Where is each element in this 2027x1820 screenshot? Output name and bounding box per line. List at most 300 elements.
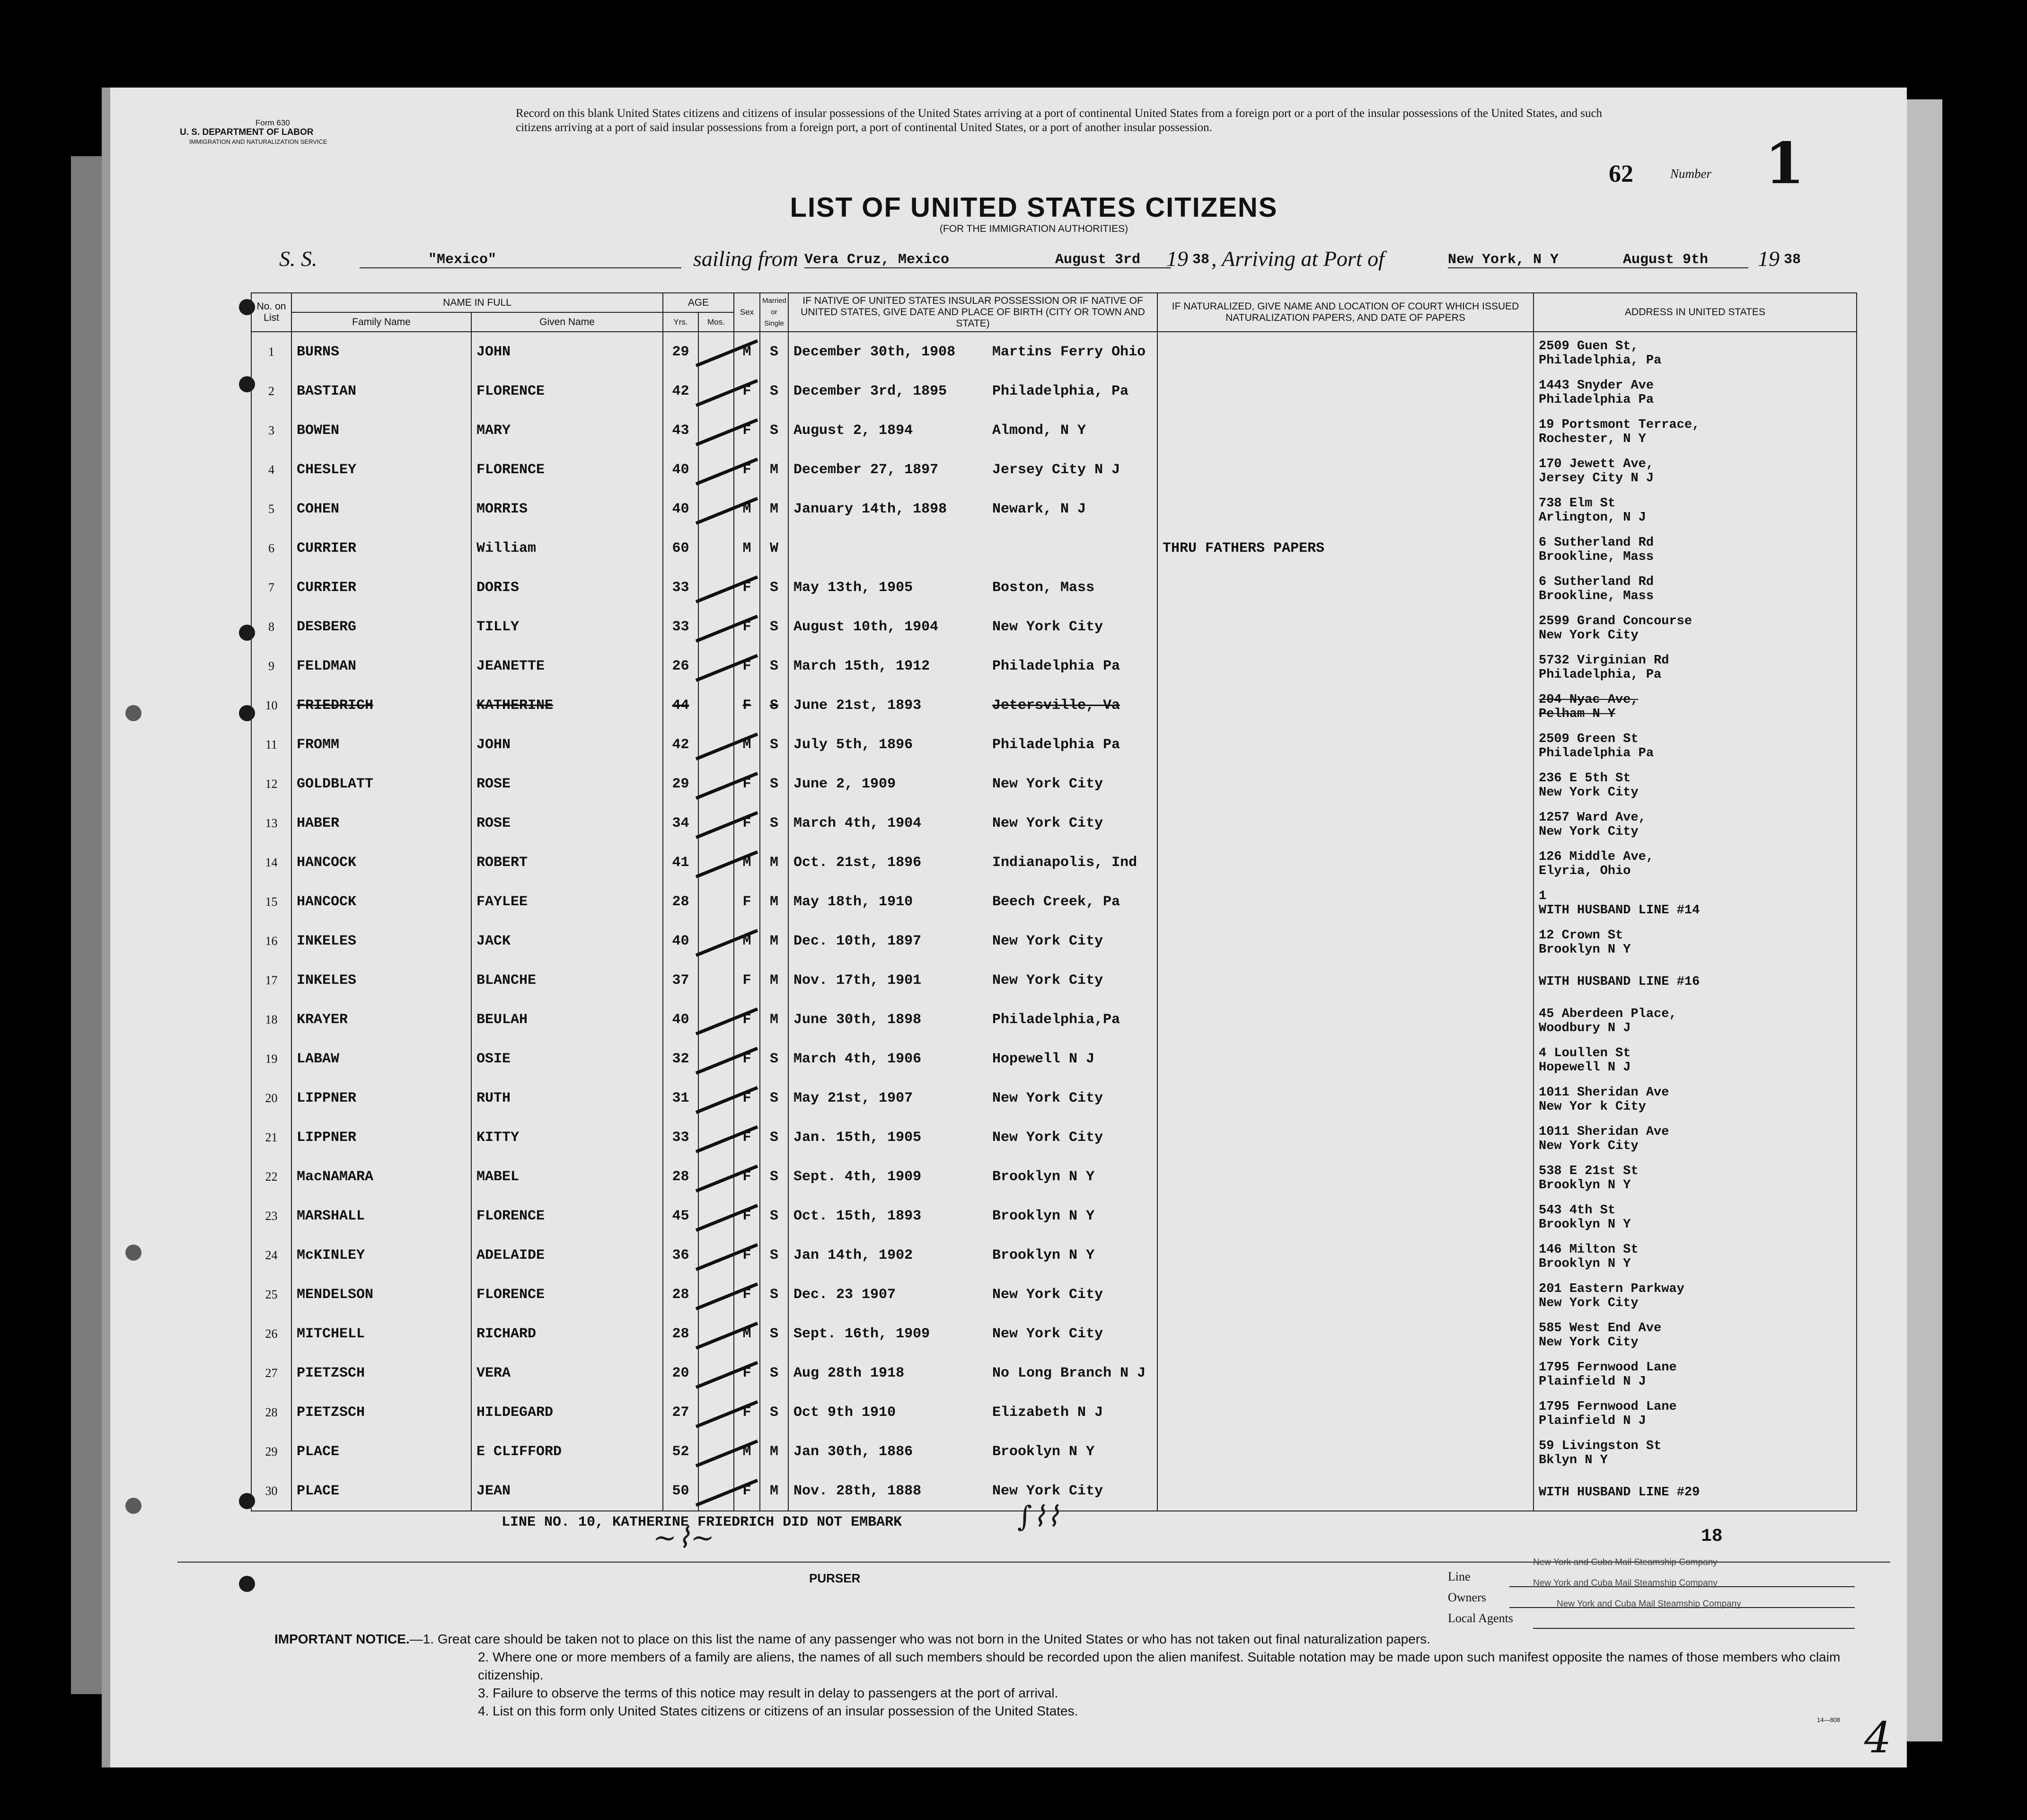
birth-place: Brooklyn N Y <box>992 1443 1095 1460</box>
table-row <box>251 1000 1857 1039</box>
family-name: LABAW <box>291 1039 471 1078</box>
company-stamp: New York and Cuba Mail Steamship Company <box>1533 1578 1718 1588</box>
family-name: CHESLEY <box>291 450 471 489</box>
marital-status: M <box>760 450 788 489</box>
address <box>1533 1196 1857 1236</box>
row-number: 24 <box>251 1236 291 1275</box>
row-number: 1 <box>251 332 291 371</box>
given-name: MORRIS <box>471 489 663 529</box>
address-line-1: WITH HUSBAND LINE #29 <box>1539 1485 1700 1500</box>
address <box>1533 568 1857 607</box>
address-line-1: 2599 Grand Concourse <box>1539 614 1692 628</box>
naturalization-info <box>1157 1314 1533 1353</box>
row-number: 16 <box>251 921 291 961</box>
family-name: MITCHELL <box>291 1314 471 1353</box>
sex: M <box>734 843 760 882</box>
sex: F <box>734 411 760 450</box>
address-line-2: Plainfield N J <box>1539 1374 1646 1389</box>
number-label: Number <box>1670 167 1711 181</box>
naturalization-info <box>1157 1078 1533 1118</box>
marital-status: S <box>760 371 788 411</box>
birth-place: New York City <box>992 1483 1103 1499</box>
table-row <box>251 607 1857 646</box>
address-line-1: WITH HUSBAND LINE #16 <box>1539 974 1700 989</box>
row-number: 5 <box>251 489 291 529</box>
sex: F <box>734 1157 760 1196</box>
family-name: HANCOCK <box>291 843 471 882</box>
given-name: BLANCHE <box>471 961 663 1000</box>
family-name: COHEN <box>291 489 471 529</box>
given-name: DORIS <box>471 568 663 607</box>
birth-date: Nov. 17th, 1901 <box>793 972 922 989</box>
given-name: MABEL <box>471 1157 663 1196</box>
row-number: 6 <box>251 529 291 568</box>
col-header-sex: Sex <box>734 293 760 332</box>
address <box>1533 764 1857 804</box>
birth-date: June 2, 1909 <box>793 776 896 792</box>
address-line-1: 1011 Sheridan Ave <box>1539 1085 1669 1100</box>
given-name: JOHN <box>471 332 663 371</box>
sex: M <box>734 529 760 568</box>
address <box>1533 1236 1857 1275</box>
address-line-2: Jersey City N J <box>1539 471 1654 486</box>
age-months <box>698 529 734 568</box>
address <box>1533 1393 1857 1432</box>
birth-info <box>788 1393 1157 1432</box>
family-name: FROMM <box>291 725 471 764</box>
birth-date: August 2, 1894 <box>793 422 913 439</box>
marital-status: M <box>760 489 788 529</box>
ss-label: S. S. <box>279 247 317 271</box>
binder-hole <box>125 1498 141 1514</box>
address <box>1533 882 1857 921</box>
family-name: PLACE <box>291 1432 471 1471</box>
page-right-margin <box>1907 99 1942 1741</box>
age-years: 41 <box>663 843 698 882</box>
col-header-address: ADDRESS IN UNITED STATES <box>1533 293 1857 332</box>
birth-date: March 4th, 1906 <box>793 1051 922 1067</box>
address <box>1533 371 1857 411</box>
marital-status: S <box>760 1236 788 1275</box>
birth-info <box>788 1078 1157 1118</box>
age-years: 27 <box>663 1393 698 1432</box>
record-instructions: Record on this blank United States citizens and citizens of insular possessions of the United States arriving at a port of continental United States from a foreign port or a port of the insular possessions of the United States, and such citizens arriving at a port of said insular possessions from a foreign port, a port of continental United States, or a port of another insular possession. <box>516 107 1603 134</box>
row-number: 13 <box>251 804 291 843</box>
address-line-1: 146 Milton St <box>1539 1242 1639 1257</box>
family-name: FRIEDRICH <box>291 686 471 725</box>
birth-date: Jan 14th, 1902 <box>793 1247 913 1263</box>
birth-place: Newark, N J <box>992 501 1086 517</box>
address-line-1: 2509 Guen St, <box>1539 339 1639 353</box>
table-row <box>251 1432 1857 1471</box>
owner-block <box>1448 1557 1855 1629</box>
birth-info <box>788 489 1157 529</box>
birth-place: New York City <box>992 1286 1103 1303</box>
given-name: ROBERT <box>471 843 663 882</box>
binder-hole <box>125 705 141 721</box>
address-line-1: 1795 Fernwood Lane <box>1539 1360 1677 1375</box>
birth-info <box>788 725 1157 764</box>
birth-date: Nov. 28th, 1888 <box>793 1483 922 1499</box>
sex: F <box>734 1236 760 1275</box>
address <box>1533 332 1857 371</box>
family-name: KRAYER <box>291 1000 471 1039</box>
sex: F <box>734 1275 760 1314</box>
address-line-2: WITH HUSBAND LINE #14 <box>1539 903 1700 918</box>
row-number: 7 <box>251 568 291 607</box>
marital-status: S <box>760 1196 788 1236</box>
age-months <box>698 961 734 1000</box>
birth-place: New York City <box>992 618 1103 635</box>
col-header-naturalized: IF NATURALIZED, GIVE NAME AND LOCATION OF COURT WHICH ISSUED NATURALIZATION PAPERS, AND DATE OF PAPERS <box>1157 293 1533 332</box>
table-row <box>251 450 1857 489</box>
birth-info <box>788 646 1157 686</box>
row-number: 29 <box>251 1432 291 1471</box>
row-number: 22 <box>251 1157 291 1196</box>
birth-place: New York City <box>992 1325 1103 1342</box>
address <box>1533 1314 1857 1353</box>
age-years: 26 <box>663 646 698 686</box>
marital-status: S <box>760 1314 788 1353</box>
family-name: MARSHALL <box>291 1196 471 1236</box>
address <box>1533 450 1857 489</box>
naturalization-info <box>1157 882 1533 921</box>
birth-date: Dec. 23 1907 <box>793 1286 896 1303</box>
age-years: 29 <box>663 764 698 804</box>
birth-place: New York City <box>992 972 1103 989</box>
given-name: RUTH <box>471 1078 663 1118</box>
address-line-2: Philadelphia Pa <box>1539 392 1654 407</box>
age-years: 33 <box>663 1118 698 1157</box>
col-header-family-name: Family Name <box>291 312 471 332</box>
address <box>1533 1275 1857 1314</box>
birth-place: New York City <box>992 933 1103 949</box>
address-line-2: Plainfield N J <box>1539 1414 1646 1428</box>
family-name: BURNS <box>291 332 471 371</box>
birth-place: Philadelphia Pa <box>992 736 1120 753</box>
naturalization-info <box>1157 1000 1533 1039</box>
given-name: ROSE <box>471 764 663 804</box>
age-years: 29 <box>663 332 698 371</box>
family-name: HABER <box>291 804 471 843</box>
birth-place: Elizabeth N J <box>992 1404 1103 1421</box>
print-code: 14—808 <box>1817 1716 1841 1723</box>
birth-info <box>788 1236 1157 1275</box>
given-name: FLORENCE <box>471 450 663 489</box>
table-row <box>251 646 1857 686</box>
table-row <box>251 1196 1857 1236</box>
year-prefix: 19 <box>1758 247 1780 271</box>
family-name: HANCOCK <box>291 882 471 921</box>
binder-hole <box>125 1245 141 1261</box>
col-header-given-name: Given Name <box>471 312 663 332</box>
row-number: 20 <box>251 1078 291 1118</box>
ship-name: "Mexico" <box>428 252 497 268</box>
marital-status: S <box>760 686 788 725</box>
family-name: FELDMAN <box>291 646 471 686</box>
address-line-2: Brooklyn N Y <box>1539 1256 1631 1271</box>
age-years: 43 <box>663 411 698 450</box>
marital-status: S <box>760 1353 788 1393</box>
page-subtitle: (FOR THE IMMIGRATION AUTHORITIES) <box>939 223 1128 234</box>
naturalization-info <box>1157 725 1533 764</box>
given-name: JACK <box>471 921 663 961</box>
birth-date: March 4th, 1904 <box>793 815 922 831</box>
notice-item-3: 3. Failure to observe the terms of this notice may result in delay to passengers at the port of arrival. <box>478 1686 1058 1700</box>
naturalization-info: THRU FATHERS PAPERS <box>1157 529 1533 568</box>
age-years: 37 <box>663 961 698 1000</box>
address-line-1: 585 West End Ave <box>1539 1321 1662 1335</box>
family-name: INKELES <box>291 921 471 961</box>
birth-info <box>788 568 1157 607</box>
sex: M <box>734 921 760 961</box>
family-name: MacNAMARA <box>291 1157 471 1196</box>
family-name: PIETZSCH <box>291 1353 471 1393</box>
sex: F <box>734 1471 760 1511</box>
table-row <box>251 843 1857 882</box>
address-line-1: 1 <box>1539 889 1547 903</box>
marital-status: S <box>760 804 788 843</box>
sex: F <box>734 1000 760 1039</box>
address <box>1533 529 1857 568</box>
age-years: 40 <box>663 489 698 529</box>
given-name: BEULAH <box>471 1000 663 1039</box>
naturalization-info <box>1157 1275 1533 1314</box>
sex: F <box>734 1118 760 1157</box>
binder-hole <box>239 1576 255 1592</box>
row-number: 18 <box>251 1000 291 1039</box>
age-years: 45 <box>663 1196 698 1236</box>
birth-date: Dec. 10th, 1897 <box>793 933 922 949</box>
birth-info <box>788 1118 1157 1157</box>
row-number: 12 <box>251 764 291 804</box>
address <box>1533 1157 1857 1196</box>
birth-place: New York City <box>992 1129 1103 1146</box>
col-header-yrs: Yrs. <box>663 312 698 332</box>
table-row <box>251 1157 1857 1196</box>
given-name: E CLIFFORD <box>471 1432 663 1471</box>
birth-info <box>788 1039 1157 1078</box>
address-line-1: 201 Eastern Parkway <box>1539 1281 1684 1296</box>
notice-heading: IMPORTANT NOTICE. <box>274 1632 410 1646</box>
row-number: 23 <box>251 1196 291 1236</box>
service-name: IMMIGRATION AND NATURALIZATION SERVICE <box>189 138 327 145</box>
birth-info <box>788 1314 1157 1353</box>
address <box>1533 1353 1857 1393</box>
sex: F <box>734 371 760 411</box>
birth-place: New York City <box>992 815 1103 831</box>
marital-status: M <box>760 882 788 921</box>
company-stamp: New York and Cuba Mail Steamship Company <box>1557 1599 1741 1609</box>
corner-number: 4 <box>1864 1713 1892 1763</box>
given-name: JEAN <box>471 1471 663 1511</box>
sex: F <box>734 450 760 489</box>
col-header-no: No. on List <box>251 293 291 332</box>
naturalization-info <box>1157 646 1533 686</box>
birth-place: Brooklyn N Y <box>992 1247 1095 1263</box>
birth-date: August 10th, 1904 <box>793 618 939 635</box>
table-row <box>251 568 1857 607</box>
table-row <box>251 1118 1857 1157</box>
family-name: MENDELSON <box>291 1275 471 1314</box>
table-row <box>251 371 1857 411</box>
address <box>1533 646 1857 686</box>
naturalization-info <box>1157 1039 1533 1078</box>
age-years: 52 <box>663 1432 698 1471</box>
address <box>1533 1039 1857 1078</box>
birth-info <box>788 882 1157 921</box>
address <box>1533 686 1857 725</box>
given-name: TILLY <box>471 607 663 646</box>
birth-date: Aug 28th 1918 <box>793 1365 905 1381</box>
col-header-age: AGE <box>663 293 734 312</box>
age-years: 33 <box>663 568 698 607</box>
sex: F <box>734 764 760 804</box>
age-years: 28 <box>663 1314 698 1353</box>
given-name: JOHN <box>471 725 663 764</box>
department-name: U. S. DEPARTMENT OF LABOR <box>180 127 314 137</box>
page-count: 18 <box>1701 1526 1723 1546</box>
birth-date: May 21st, 1907 <box>793 1090 913 1106</box>
row-number: 11 <box>251 725 291 764</box>
birth-info <box>788 529 1157 568</box>
address-line-2: Brooklyn N Y <box>1539 1178 1631 1193</box>
table-row <box>251 882 1857 921</box>
address-line-2: Brookline, Mass <box>1539 549 1654 564</box>
table-row <box>251 961 1857 1000</box>
table-row <box>251 725 1857 764</box>
sex: M <box>734 725 760 764</box>
address-line-1: 2509 Green St <box>1539 732 1639 746</box>
arrival-port: New York, N Y <box>1448 252 1559 268</box>
address-line-1: 1011 Sheridan Ave <box>1539 1124 1669 1139</box>
sex: F <box>734 804 760 843</box>
marital-status: S <box>760 1157 788 1196</box>
address-line-2: Brookline, Mass <box>1539 589 1654 603</box>
naturalization-info <box>1157 764 1533 804</box>
row-number: 15 <box>251 882 291 921</box>
row-number: 27 <box>251 1353 291 1393</box>
birth-date: July 5th, 1896 <box>793 736 913 753</box>
marital-status: S <box>760 1039 788 1078</box>
birth-date: December 3rd, 1895 <box>793 383 947 399</box>
address-line-2: New York City <box>1539 785 1639 800</box>
list-number: 62 <box>1609 160 1633 187</box>
address-line-2: Bklyn N Y <box>1539 1453 1608 1467</box>
naturalization-info <box>1157 1432 1533 1471</box>
sex: F <box>734 686 760 725</box>
birth-place: Philadelphia,Pa <box>992 1011 1120 1028</box>
handwritten-number: 1 <box>1765 130 1805 197</box>
row-number: 26 <box>251 1314 291 1353</box>
line-label: Line <box>1448 1570 1471 1583</box>
address <box>1533 1118 1857 1157</box>
marital-status: M <box>760 921 788 961</box>
naturalization-info <box>1157 843 1533 882</box>
address-line-2: Rochester, N Y <box>1539 432 1646 446</box>
age-years: 44 <box>663 686 698 725</box>
naturalization-info <box>1157 1236 1533 1275</box>
given-name: ADELAIDE <box>471 1236 663 1275</box>
table-row <box>251 332 1857 371</box>
col-header-birth: IF NATIVE OF UNITED STATES INSULAR POSSESSION OR IF NATIVE OF UNITED STATES, GIVE DATE AND PLACE OF BIRTH (CITY OR TOWN AND STATE) <box>788 293 1157 332</box>
address-line-1: 4 Loullen St <box>1539 1046 1631 1060</box>
address <box>1533 1000 1857 1039</box>
address-line-1: 236 E 5th St <box>1539 771 1631 786</box>
page-title: LIST OF UNITED STATES CITIZENS <box>790 192 1278 223</box>
address-line-2: Philadelphia, Pa <box>1539 353 1662 368</box>
marital-status: M <box>760 1471 788 1511</box>
marital-status: S <box>760 607 788 646</box>
age-years: 40 <box>663 921 698 961</box>
table-row <box>251 1353 1857 1393</box>
address-line-1: 12 Crown St <box>1539 928 1623 943</box>
birth-date: May 13th, 1905 <box>793 579 913 596</box>
address-line-2: Brooklyn N Y <box>1539 1217 1631 1232</box>
marital-status: M <box>760 961 788 1000</box>
marital-status: S <box>760 568 788 607</box>
sex: F <box>734 607 760 646</box>
family-name: CURRIER <box>291 529 471 568</box>
company-stamp: New York and Cuba Mail Steamship Company <box>1533 1557 1718 1567</box>
marital-status: M <box>760 1432 788 1471</box>
family-name: PIETZSCH <box>291 1393 471 1432</box>
address-line-1: 6 Sutherland Rd <box>1539 574 1654 589</box>
row-number: 19 <box>251 1039 291 1078</box>
col-header-name-in-full: NAME IN FULL <box>291 293 663 312</box>
birth-info <box>788 371 1157 411</box>
birth-info <box>788 411 1157 450</box>
address <box>1533 961 1857 1000</box>
departure-port: Vera Cruz, Mexico <box>804 252 950 268</box>
birth-place: Beech Creek, Pa <box>992 893 1120 910</box>
given-name: FAYLEE <box>471 882 663 921</box>
naturalization-info <box>1157 450 1533 489</box>
given-name: FLORENCE <box>471 1196 663 1236</box>
age-years: 42 <box>663 725 698 764</box>
birth-date: June 21st, 1893 <box>793 697 922 714</box>
col-header-mos: Mos. <box>698 312 734 332</box>
address-line-2: New York City <box>1539 824 1639 839</box>
address-line-1: 5732 Virginian Rd <box>1539 653 1669 668</box>
age-years: 31 <box>663 1078 698 1118</box>
age-years: 50 <box>663 1471 698 1511</box>
did-not-embark-note: LINE NO. 10, KATHERINE FRIEDRICH DID NOT EMBARK <box>502 1514 902 1530</box>
age-years: 28 <box>663 1275 698 1314</box>
naturalization-info <box>1157 921 1533 961</box>
notice-item-1: 1. Great care should be taken not to place on this list the name of any passenger who was not born in the United States or who has not taken out final naturalization papers. <box>423 1632 1430 1646</box>
birth-place: Philadelphia, Pa <box>992 383 1129 399</box>
given-name: VERA <box>471 1353 663 1393</box>
table-row <box>251 489 1857 529</box>
address <box>1533 489 1857 529</box>
marital-status: W <box>760 529 788 568</box>
address-line-2: New York City <box>1539 1139 1639 1153</box>
address-line-2: Brooklyn N Y <box>1539 942 1631 957</box>
age-years: 60 <box>663 529 698 568</box>
birth-date: Sept. 16th, 1909 <box>793 1325 930 1342</box>
given-name: OSIE <box>471 1039 663 1078</box>
col-header-married: Married or Single <box>760 293 788 332</box>
sex: F <box>734 882 760 921</box>
naturalization-info <box>1157 332 1533 371</box>
notice-item-4: 4. List on this form only United States citizens or citizens of an insular possession of the United States. <box>478 1704 1078 1718</box>
naturalization-info <box>1157 371 1533 411</box>
birth-date: Sept. 4th, 1909 <box>793 1168 922 1185</box>
departure-date: August 3rd <box>1055 252 1141 268</box>
table-row <box>251 1314 1857 1353</box>
address-line-1: 538 E 21st St <box>1539 1164 1639 1178</box>
